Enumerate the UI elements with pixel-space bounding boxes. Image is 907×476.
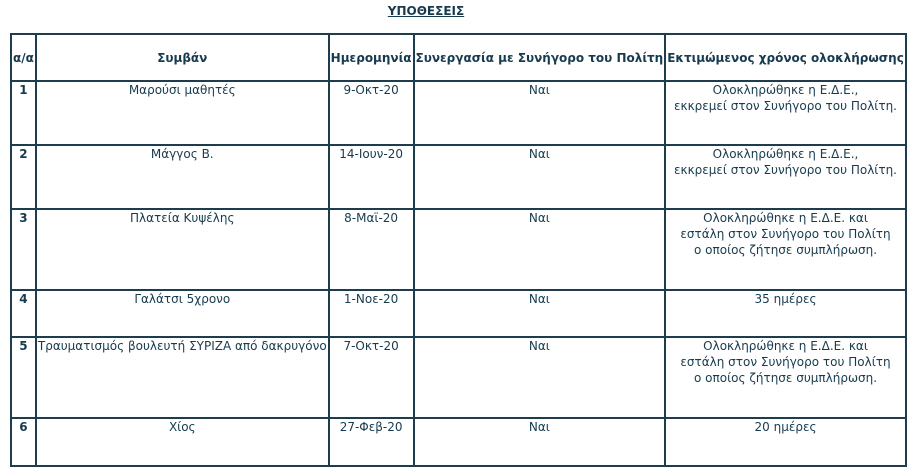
row-index-cell: 3: [11, 209, 36, 290]
row-estimated-time-cell: [665, 418, 906, 466]
row-index-cell: 6: [11, 418, 36, 466]
row-estimated-time-cell: [665, 337, 906, 418]
row-event-cell: Τραυματισμός βουλευτή ΣΥΡΙΖΑ από δακρυγόνο: [36, 337, 329, 418]
row-cooperation-cell: Ναι: [414, 290, 666, 337]
estimated-time-line: εστάλη στον Συνήγορο του Πολίτη: [680, 355, 891, 369]
row-estimated-time-cell: [665, 81, 906, 145]
header-date: Ημερομηνία: [329, 34, 414, 81]
estimated-time-line: εκκρεμεί στον Συνήγορο του Πολίτη.: [674, 99, 897, 113]
table-row: [11, 290, 906, 337]
row-cooperation-cell: Ναι: [414, 145, 666, 209]
estimated-time-line: Ολοκληρώθηκε η Ε.Δ.Ε.,: [712, 83, 859, 97]
estimated-time-line: Ολοκληρώθηκε η Ε.Δ.Ε.,: [712, 147, 859, 161]
row-date-cell: 27-Φεβ-20: [329, 418, 414, 466]
row-event-cell: Πλατεία Κυψέλης: [36, 209, 329, 290]
estimated-time-line: εκκρεμεί στον Συνήγορο του Πολίτη.: [674, 163, 897, 177]
row-cooperation-cell: Ναι: [414, 81, 666, 145]
row-event-cell: Γαλάτσι 5χρονο: [36, 290, 329, 337]
table-row: [11, 337, 906, 418]
header-estimated-time: Εκτιμώμενος χρόνος ολοκλήρωσης: [665, 34, 906, 81]
row-index-cell: 4: [11, 290, 36, 337]
estimated-time-line: ο οποίος ζήτησε συμπλήρωση.: [694, 371, 878, 385]
table-row: [11, 145, 906, 209]
row-cooperation-cell: Ναι: [414, 209, 666, 290]
row-event-cell: Μαρούσι μαθητές: [36, 81, 329, 145]
estimated-time-line: ο οποίος ζήτησε συμπλήρωση.: [694, 243, 878, 257]
header-event: Συμβάν: [36, 34, 329, 81]
row-index-cell: 5: [11, 337, 36, 418]
header-index: α/α: [11, 34, 36, 81]
row-cooperation-cell: Ναι: [414, 418, 666, 466]
row-date-cell: 9-Οκτ-20: [329, 81, 414, 145]
cases-table: [10, 33, 907, 467]
estimated-time-line: Ολοκληρώθηκε η Ε.Δ.Ε. και: [703, 211, 868, 225]
row-date-cell: 1-Νοε-20: [329, 290, 414, 337]
row-index-cell: 1: [11, 81, 36, 145]
table-row: [11, 418, 906, 466]
estimated-time-line: 35 ημέρες: [754, 292, 817, 306]
estimated-time-line: εστάλη στον Συνήγορο του Πολίτη: [680, 227, 891, 241]
row-date-cell: 7-Οκτ-20: [329, 337, 414, 418]
estimated-time-line: Ολοκληρώθηκε η Ε.Δ.Ε. και: [703, 339, 868, 353]
row-cooperation-cell: Ναι: [414, 337, 666, 418]
header-cooperation: Συνεργασία με Συνήγορο του Πολίτη: [414, 34, 666, 81]
table-header-row: [11, 34, 906, 81]
row-estimated-time-cell: [665, 290, 906, 337]
row-estimated-time-cell: [665, 209, 906, 290]
row-event-cell: Μάγγος Β.: [36, 145, 329, 209]
estimated-time-line: 20 ημέρες: [754, 420, 817, 434]
row-estimated-time-cell: [665, 145, 906, 209]
table-row: [11, 209, 906, 290]
table-row: [11, 81, 906, 145]
page-title: ΥΠΟΘΕΣΕΙΣ: [387, 4, 465, 18]
row-event-cell: Χίος: [36, 418, 329, 466]
row-index-cell: 2: [11, 145, 36, 209]
row-date-cell: 14-Ιουν-20: [329, 145, 414, 209]
row-date-cell: 8-Μαϊ-20: [329, 209, 414, 290]
